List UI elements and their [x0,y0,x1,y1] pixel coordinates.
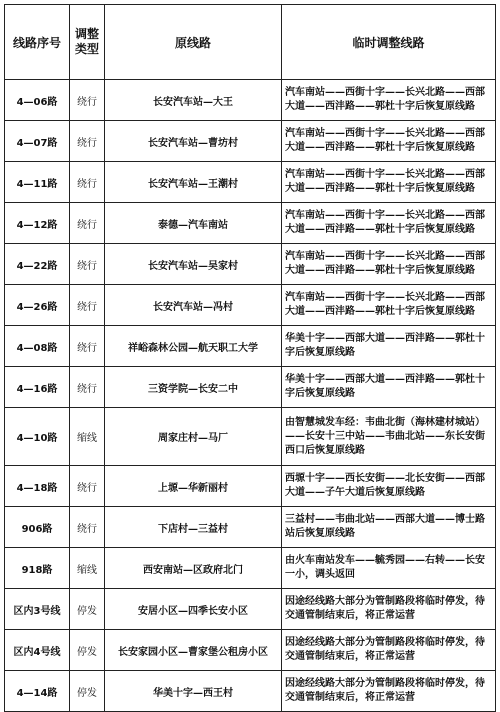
table-row [5,589,496,630]
table-row [5,121,496,162]
cell-temporary-route: 三益村——韦曲北站——西部大道——博士路站后恢复原线路 [282,507,496,548]
cell-original-route: 三资学院—长安二中 [105,367,282,408]
cell-route-no: 4—26路 [5,285,70,326]
cell-route-no: 区内3号线 [5,589,70,630]
cell-temporary-route: 华美十字——西部大道——西沣路——郭杜十字后恢复原线路 [282,326,496,367]
table-row [5,285,496,326]
cell-adjust-type: 绕行 [70,203,105,244]
cell-route-no: 4—12路 [5,203,70,244]
table-row [5,162,496,203]
table-row [5,630,496,671]
cell-route-no: 4—06路 [5,80,70,121]
table-body [5,80,496,712]
cell-temporary-route: 汽车南站——西街十字——长兴北路——西部大道——西沣路——郭杜十字后恢复原线路 [282,80,496,121]
cell-temporary-route: 西塬十字——西长安街——北长安街——西部大道——子午大道后恢复原线路 [282,466,496,507]
cell-adjust-type: 绕行 [70,367,105,408]
cell-route-no: 4—18路 [5,466,70,507]
cell-route-no: 918路 [5,548,70,589]
cell-adjust-type: 绕行 [70,80,105,121]
cell-adjust-type: 停发 [70,630,105,671]
cell-original-route: 长安汽车站—王潮村 [105,162,282,203]
cell-original-route: 西安南站—区政府北门 [105,548,282,589]
cell-temporary-route: 汽车南站——西街十字——长兴北路——西部大道——西沣路——郭杜十字后恢复原线路 [282,162,496,203]
cell-original-route: 泰德—汽车南站 [105,203,282,244]
header-adjust-type: 调整类型 [70,5,105,80]
table-row [5,244,496,285]
cell-temporary-route: 因途经线路大部分为管制路段将临时停发，待交通管制结束后，将正常运营 [282,589,496,630]
cell-adjust-type: 缩线 [70,548,105,589]
cell-adjust-type: 停发 [70,589,105,630]
cell-route-no: 906路 [5,507,70,548]
cell-route-no: 4—16路 [5,367,70,408]
cell-original-route: 祥峪森林公园—航天职工大学 [105,326,282,367]
table-row [5,203,496,244]
cell-original-route: 周家庄村—马厂 [105,408,282,466]
cell-original-route: 下店村—三益村 [105,507,282,548]
cell-temporary-route: 汽车南站——西街十字——长兴北路——西部大道——西沣路——郭杜十字后恢复原线路 [282,121,496,162]
table-row [5,408,496,466]
cell-route-no: 4—08路 [5,326,70,367]
route-adjustment-sheet [4,4,496,703]
cell-temporary-route: 华美十字——西部大道——西沣路——郭杜十字后恢复原线路 [282,367,496,408]
table-row [5,466,496,507]
table-header-row [5,5,496,80]
cell-original-route: 安居小区—四季长安小区 [105,589,282,630]
table-row [5,367,496,408]
cell-temporary-route: 汽车南站——西街十字——长兴北路——西部大道——西沣路——郭杜十字后恢复原线路 [282,285,496,326]
cell-temporary-route: 由火车南站发车——毓秀园——右转——长安一小，调头返回 [282,548,496,589]
cell-adjust-type: 绕行 [70,121,105,162]
cell-temporary-route: 因途经线路大部分为管制路段将临时停发，待交通管制结束后，将正常运营 [282,671,496,712]
table-row [5,548,496,589]
cell-route-no: 4—22路 [5,244,70,285]
cell-route-no: 区内4号线 [5,630,70,671]
header-temporary-route: 临时调整线路 [282,5,496,80]
route-adjustment-table [4,4,496,712]
cell-temporary-route: 因途经线路大部分为管制路段将临时停发，待交通管制结束后，将正常运营 [282,630,496,671]
cell-original-route: 上塬—华新丽村 [105,466,282,507]
cell-adjust-type: 绕行 [70,162,105,203]
cell-adjust-type: 绕行 [70,507,105,548]
cell-original-route: 华美十字—西王村 [105,671,282,712]
cell-temporary-route: 汽车南站——西街十字——长兴北路——西部大道——西沣路——郭杜十字后恢复原线路 [282,203,496,244]
cell-route-no: 4—11路 [5,162,70,203]
table-row [5,507,496,548]
cell-adjust-type: 绕行 [70,326,105,367]
cell-route-no: 4—14路 [5,671,70,712]
cell-temporary-route: 汽车南站——西街十字——长兴北路——西部大道——西沣路——郭杜十字后恢复原线路 [282,244,496,285]
table-row [5,326,496,367]
cell-adjust-type: 停发 [70,671,105,712]
cell-original-route: 长安汽车站—吴家村 [105,244,282,285]
header-original-route: 原线路 [105,5,282,80]
cell-temporary-route: 由智慧城发车经：韦曲北街（海林建材城站）——长安十三中站——韦曲北站——东长安街西口后恢复原线路 [282,408,496,466]
table-row [5,80,496,121]
cell-route-no: 4—07路 [5,121,70,162]
table-row [5,671,496,712]
cell-adjust-type: 绕行 [70,466,105,507]
cell-adjust-type: 绕行 [70,244,105,285]
cell-original-route: 长安汽车站—曹坊村 [105,121,282,162]
cell-original-route: 长安汽车站—大王 [105,80,282,121]
cell-adjust-type: 缩线 [70,408,105,466]
cell-original-route: 长安汽车站—冯村 [105,285,282,326]
cell-original-route: 长安家园小区—曹家堡公租房小区 [105,630,282,671]
cell-route-no: 4—10路 [5,408,70,466]
cell-adjust-type: 绕行 [70,285,105,326]
header-route-no: 线路序号 [5,5,70,80]
